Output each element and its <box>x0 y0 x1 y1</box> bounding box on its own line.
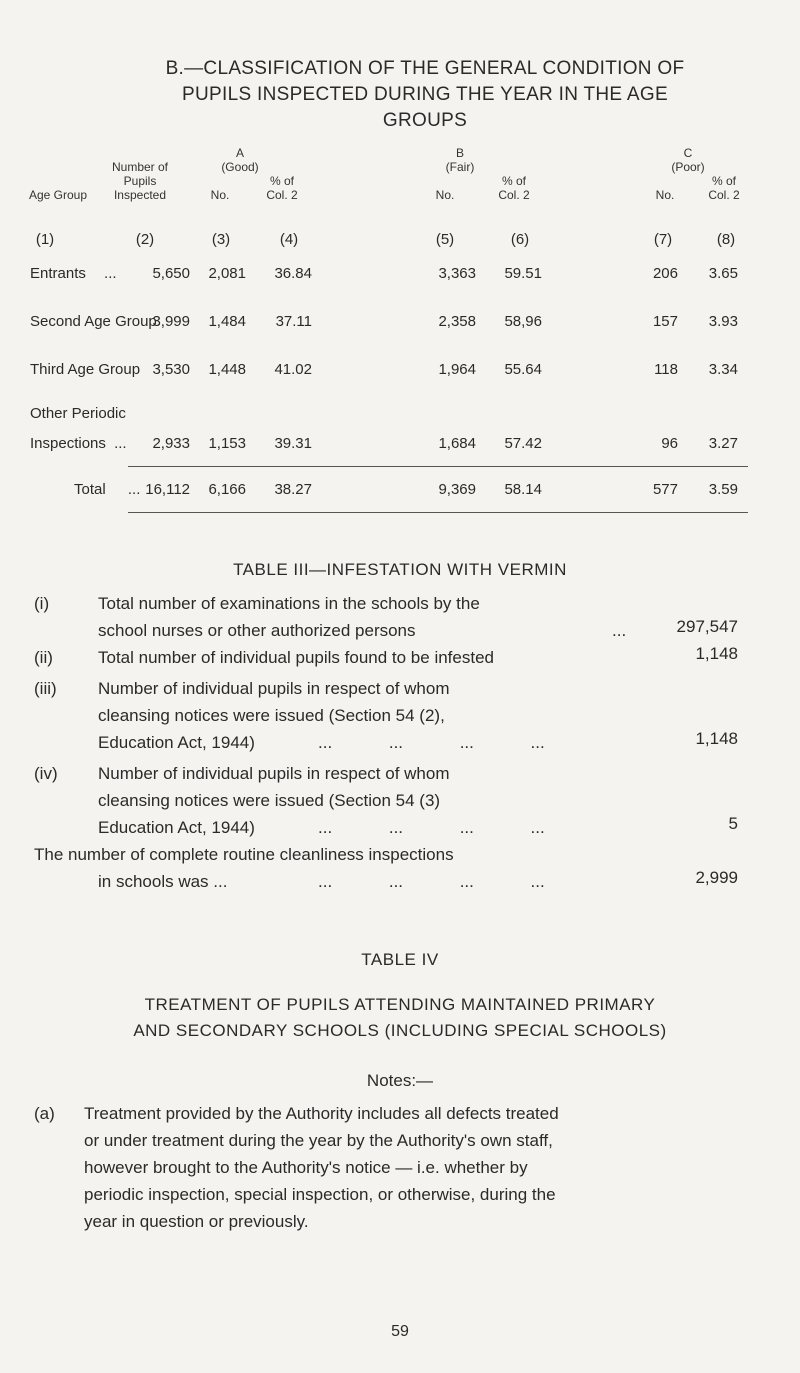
cell-c-pct: 3.93 <box>708 313 738 330</box>
row-label: Third Age Group <box>30 361 141 378</box>
note-line: however brought to the Authority's notice — i.e. whether by <box>84 1158 528 1177</box>
cell-a-pct: 39.31 <box>274 435 312 452</box>
cell-a-no: 1,153 <box>208 435 246 452</box>
colnum-2: (2) <box>135 231 155 248</box>
note-line: year in question or previously. <box>84 1212 309 1231</box>
item-line: cleansing notices were issued (Section 54 (2), <box>98 706 445 725</box>
item-line: Total number of individual pupils found to be infested <box>98 648 494 667</box>
cell-b-pct: 58,96 <box>504 313 542 330</box>
colnum-7: (7) <box>653 231 673 248</box>
item-mark: (ii) <box>34 648 53 667</box>
row-label-line-1: Other Periodic <box>30 405 126 422</box>
table-4-heading-line-1: TREATMENT OF PUPILS ATTENDING MAINTAINED PRIMARY <box>144 995 656 1014</box>
routine-line-2: in schools was ... <box>98 872 228 891</box>
item-line: Number of individual pupils in respect of whom <box>98 764 450 783</box>
header-b-pct-1: % of <box>501 174 526 188</box>
cell-c-pct: 3.65 <box>708 265 738 282</box>
cell-c-no: 118 <box>654 361 678 378</box>
cell-inspected: 2,933 <box>152 435 190 452</box>
cell-b-no: 2,358 <box>438 313 476 330</box>
item-line: Total number of examinations in the schools by the <box>98 594 480 613</box>
note-line: periodic inspection, special inspection, or otherwise, during the <box>84 1185 556 1204</box>
cell-c-no: 206 <box>652 265 678 282</box>
header-c-name: (Poor) <box>671 160 705 174</box>
cell-a-no: 1,484 <box>208 313 246 330</box>
header-c-pct-1: % of <box>711 174 736 188</box>
leader-dots: ... ... ... ... <box>318 733 545 752</box>
cell-c-no: 96 <box>661 435 678 452</box>
leader-dots: ... ... ... ... <box>318 818 545 837</box>
cell-a-no: 6,166 <box>208 481 246 498</box>
cell-c-no: 157 <box>652 313 678 330</box>
routine-line-1: The number of complete routine cleanliness inspections <box>34 845 454 864</box>
leader-dots: ... <box>127 481 141 498</box>
cell-c-pct: 3.34 <box>708 361 738 378</box>
header-b-name: (Fair) <box>445 160 475 174</box>
leader-dots: ... ... ... ... <box>318 872 545 891</box>
item-value: 297,547 <box>676 617 738 636</box>
header-c-no: No. <box>655 188 675 202</box>
header-age-group: Age Group <box>28 188 88 202</box>
header-number-of: Number of <box>111 160 169 174</box>
cell-a-no: 1,448 <box>208 361 246 378</box>
section-title <box>100 56 750 134</box>
cell-a-pct: 36.84 <box>274 265 312 282</box>
header-a-pct-2: Col. 2 <box>266 188 298 202</box>
header-a-no: No. <box>210 188 230 202</box>
cell-inspected: 16,112 <box>145 481 190 498</box>
cell-inspected: 3,999 <box>152 313 190 330</box>
total-top-rule <box>128 466 748 467</box>
header-c-letter: C <box>683 146 693 160</box>
item-value: 5 <box>728 814 738 833</box>
row-label: Entrants <box>30 265 86 282</box>
cell-b-no: 1,684 <box>438 435 476 452</box>
item-line: Education Act, 1944) <box>98 733 255 752</box>
leader-dots: ... <box>104 265 117 282</box>
header-b-letter: B <box>455 146 464 160</box>
item-mark: (i) <box>34 594 50 613</box>
notes-label: Notes:— <box>366 1071 434 1090</box>
header-a-name: (Good) <box>221 160 259 174</box>
note-line: or under treatment during the year by the Authority's own staff, <box>84 1131 553 1150</box>
cell-c-no: 577 <box>652 481 678 498</box>
header-b-pct-2: Col. 2 <box>498 188 530 202</box>
row-label: Inspections <box>30 435 106 452</box>
title-line-2: PUPILS INSPECTED DURING THE YEAR IN THE AGE <box>182 84 668 105</box>
cell-a-pct: 38.27 <box>274 481 312 498</box>
header-a-pct-1: % of <box>269 174 294 188</box>
total-bottom-rule <box>128 512 748 513</box>
title-line-3: GROUPS <box>382 110 468 131</box>
cell-b-no: 9,369 <box>438 481 476 498</box>
table-4-title: TABLE IV <box>361 950 439 969</box>
colnum-5: (5) <box>435 231 455 248</box>
cell-c-pct: 3.59 <box>708 481 738 498</box>
cell-b-no: 3,363 <box>438 265 476 282</box>
colnum-8: (8) <box>716 231 736 248</box>
row-label: Second Age Group <box>30 313 157 330</box>
note-line: Treatment provided by the Authority includes all defects treated <box>84 1104 559 1123</box>
routine-inspections <box>34 841 754 895</box>
cell-b-pct: 55.64 <box>504 361 542 378</box>
cell-b-no: 1,964 <box>438 361 476 378</box>
leader-dots: ... <box>114 435 127 452</box>
item-mark: (iv) <box>34 764 58 783</box>
cell-a-pct: 41.02 <box>274 361 312 378</box>
header-pupils: Pupils <box>123 174 157 188</box>
routine-value: 2,999 <box>695 868 738 887</box>
page-number: 59 <box>391 1323 409 1340</box>
table-3-title: TABLE III—INFESTATION WITH VERMIN <box>233 560 567 579</box>
cell-b-pct: 57.42 <box>504 435 542 452</box>
row-label: Total <box>74 481 106 498</box>
cell-a-pct: 37.11 <box>275 313 312 330</box>
header-c-pct-2: Col. 2 <box>708 188 740 202</box>
leader-dots: ... <box>612 621 627 640</box>
cell-inspected: 3,530 <box>152 361 190 378</box>
header-inspected: Inspected <box>113 188 167 202</box>
cell-b-pct: 59.51 <box>504 265 542 282</box>
note-mark: (a) <box>34 1104 55 1123</box>
colnum-6: (6) <box>510 231 530 248</box>
item-line: school nurses or other authorized persons <box>98 621 416 640</box>
item-line: Number of individual pupils in respect of whom <box>98 679 450 698</box>
item-mark: (iii) <box>34 679 57 698</box>
cell-a-no: 2,081 <box>208 265 246 282</box>
item-value: 1,148 <box>695 644 738 663</box>
item-line: Education Act, 1944) <box>98 818 255 837</box>
item-line: cleansing notices were issued (Section 54 (3) <box>98 791 441 810</box>
item-value: 1,148 <box>695 729 738 748</box>
header-a-letter: A <box>235 146 244 160</box>
cell-c-pct: 3.27 <box>708 435 738 452</box>
header-b-no: No. <box>435 188 455 202</box>
colnum-1: (1) <box>35 231 55 248</box>
cell-b-pct: 58.14 <box>504 481 542 498</box>
table-4-heading-line-2: AND SECONDARY SCHOOLS (INCLUDING SPECIAL SCHOOLS) <box>133 1021 667 1040</box>
colnum-4: (4) <box>279 231 299 248</box>
colnum-3: (3) <box>211 231 231 248</box>
cell-inspected: 5,650 <box>152 265 190 282</box>
title-line-1: B.—CLASSIFICATION OF THE GENERAL CONDITION OF <box>165 58 685 79</box>
